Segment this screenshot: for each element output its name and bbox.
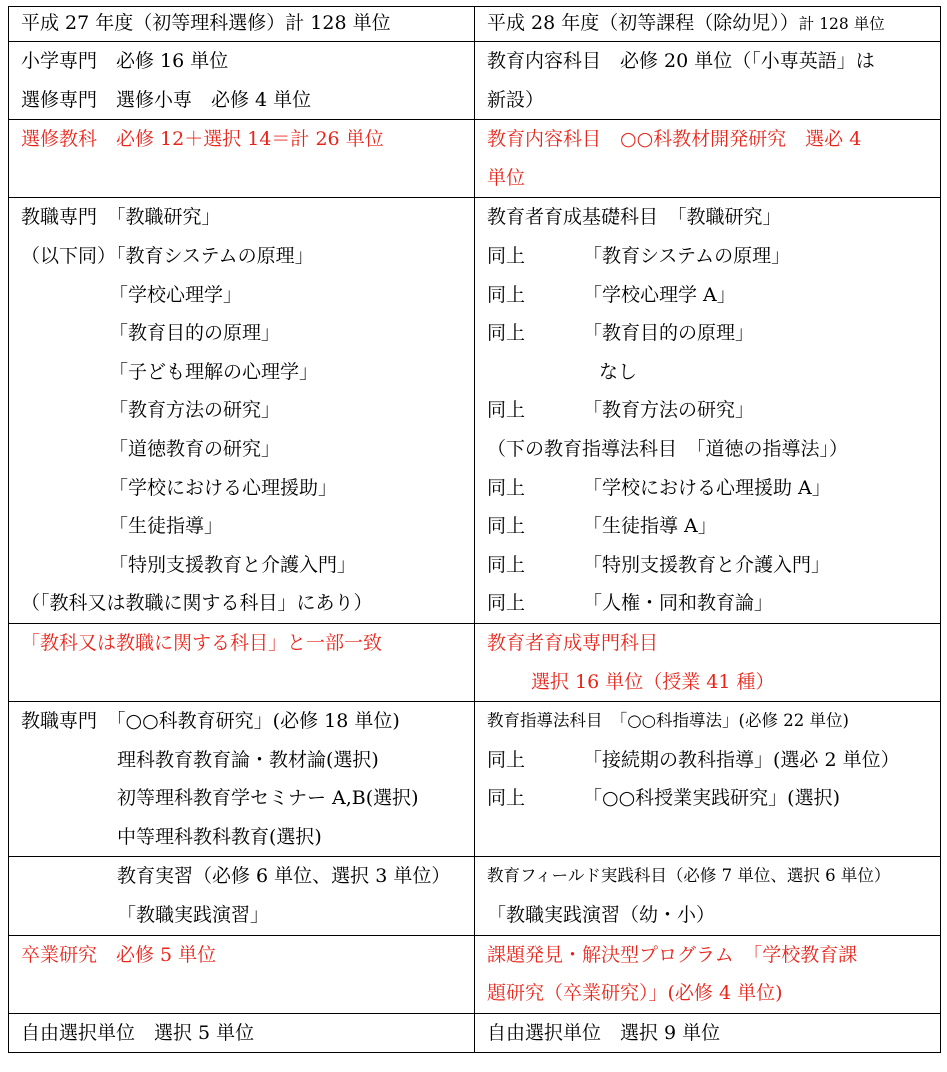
- table-row: [9, 857, 941, 935]
- list-item: 「教育方法の研究」: [109, 399, 281, 422]
- list-item: 初等理科教育学セミナー A,B(選択): [117, 787, 419, 810]
- list-item: 同上 「学校心理学 A」: [487, 283, 736, 306]
- list-item: 同上 「生徒指導 A」: [487, 515, 717, 538]
- table-row: [9, 623, 941, 701]
- cell-left: 教職専門 「教職研究」 （以下同）「教育システムの原理」 「学校心理学」 「教育目的の原理」 「子ども理解の心理学」 「教育方法の研究」 「道徳教育の研究」 「学校における心理援助」 「生徒指導」 「特別支援教育と介護入門」 （「教科又は教職に関する科目」にあり）: [9, 198, 475, 624]
- list-item: 同上 「教育目的の原理」: [487, 322, 755, 345]
- header-right: [475, 7, 941, 42]
- table-row: [9, 1013, 941, 1053]
- list-item: 同上 「教育方法の研究」: [487, 399, 755, 422]
- cell-right: 教育内容科目 必修 20 単位（「小専英語」は 新設）: [475, 42, 941, 120]
- list-item: 中等理科教科教育(選択): [117, 825, 322, 848]
- cell-right: 教育者育成基礎科目 「教職研究」 同上 「教育システムの原理」 同上 「学校心理学 A」 同上 「教育目的の原理」 なし 同上 「教育方法の研究」 （下の教育指導法科目 「道徳の指導法」） 同上 「学校における心理援助 A」 同上 「生徒指導 A」 同上 「特別支援教育と介護入門」 同上 「人権・同和教育論」: [475, 198, 941, 624]
- header-left: 平成 27 年度（初等理科選修）計 128 単位: [9, 7, 475, 42]
- cell-left: 選修教科 必修 12＋選択 14＝計 26 単位: [9, 120, 475, 198]
- list-item: 「子ども理解の心理学」: [109, 360, 319, 383]
- table-row: [9, 198, 941, 624]
- cell-left: 小学専門 必修 16 単位 選修専門 選修小専 必修 4 単位: [9, 42, 475, 120]
- list-item: なし: [599, 360, 638, 383]
- list-item: 「生徒指導」: [109, 515, 224, 538]
- cell-right: 課題発見・解決型プログラム 「学校教育課 題研究（卒業研究）」(必修 4 単位): [475, 935, 941, 1013]
- list-item: 同上 「接続期の教科指導」(選必 2 単位）: [487, 748, 900, 771]
- table-row: [9, 120, 941, 198]
- list-item: 「道徳教育の研究」: [109, 437, 281, 460]
- list-item: 同上 「人権・同和教育論」: [487, 592, 774, 615]
- cell-right: 教育フィールド実践科目（必修 7 単位、選択 6 単位） 「教職実践演習（幼・小）: [475, 857, 941, 935]
- curriculum-comparison-table: [8, 6, 941, 1053]
- list-item: （下の教育指導法科目 「道徳の指導法」）: [487, 437, 849, 460]
- cell-right: 教育指導法科目 「○○科指導法」(必修 22 単位) 同上 「接続期の教科指導」(選必 2 単位） 同上 「○○科授業実践研究」(選択): [475, 702, 941, 857]
- cell-left: 教職専門 「○○科教育研究」(必修 18 単位) 理科教育教育論・教材論(選択) 初等理科教育学セミナー A,B(選択) 中等理科教科教育(選択): [9, 702, 475, 857]
- header-row: [9, 7, 941, 42]
- table-row: [9, 42, 941, 120]
- list-item: 同上 「特別支援教育と介護入門」: [487, 553, 831, 576]
- cell-left: 自由選択単位 選択 5 単位: [9, 1013, 475, 1053]
- table-row: [9, 935, 941, 1013]
- cell-right: 教育内容科目 ○○科教材開発研究 選必 4 単位: [475, 120, 941, 198]
- cell-left: 教育実習（必修 6 単位、選択 3 単位） 「教職実践演習」: [9, 857, 475, 935]
- list-item: 「教育目的の原理」: [109, 322, 281, 345]
- cell-left: 卒業研究 必修 5 単位: [9, 935, 475, 1013]
- list-item: 「学校心理学」: [109, 283, 243, 306]
- list-item: 同上 「○○科授業実践研究」(選択): [487, 787, 840, 810]
- list-item: 同上 「学校における心理援助 A」: [487, 476, 831, 499]
- header-right-small: 計 128 単位: [798, 15, 885, 33]
- cell-left: 「教科又は教職に関する科目」と一部一致: [9, 623, 475, 701]
- cell-right: 教育者育成専門科目 選択 16 単位（授業 41 種）: [475, 623, 941, 701]
- list-item: 同上 「教育システムの原理」: [487, 244, 791, 267]
- list-item: 「学校における心理援助」: [109, 476, 338, 499]
- header-right-main: 平成 28 年度（初等課程（除幼児））: [487, 12, 799, 34]
- table-row: [9, 702, 941, 857]
- list-item: 「特別支援教育と介護入門」: [109, 553, 357, 576]
- cell-right: 自由選択単位 選択 9 単位: [475, 1013, 941, 1053]
- list-item: 理科教育教育論・教材論(選択): [117, 748, 379, 771]
